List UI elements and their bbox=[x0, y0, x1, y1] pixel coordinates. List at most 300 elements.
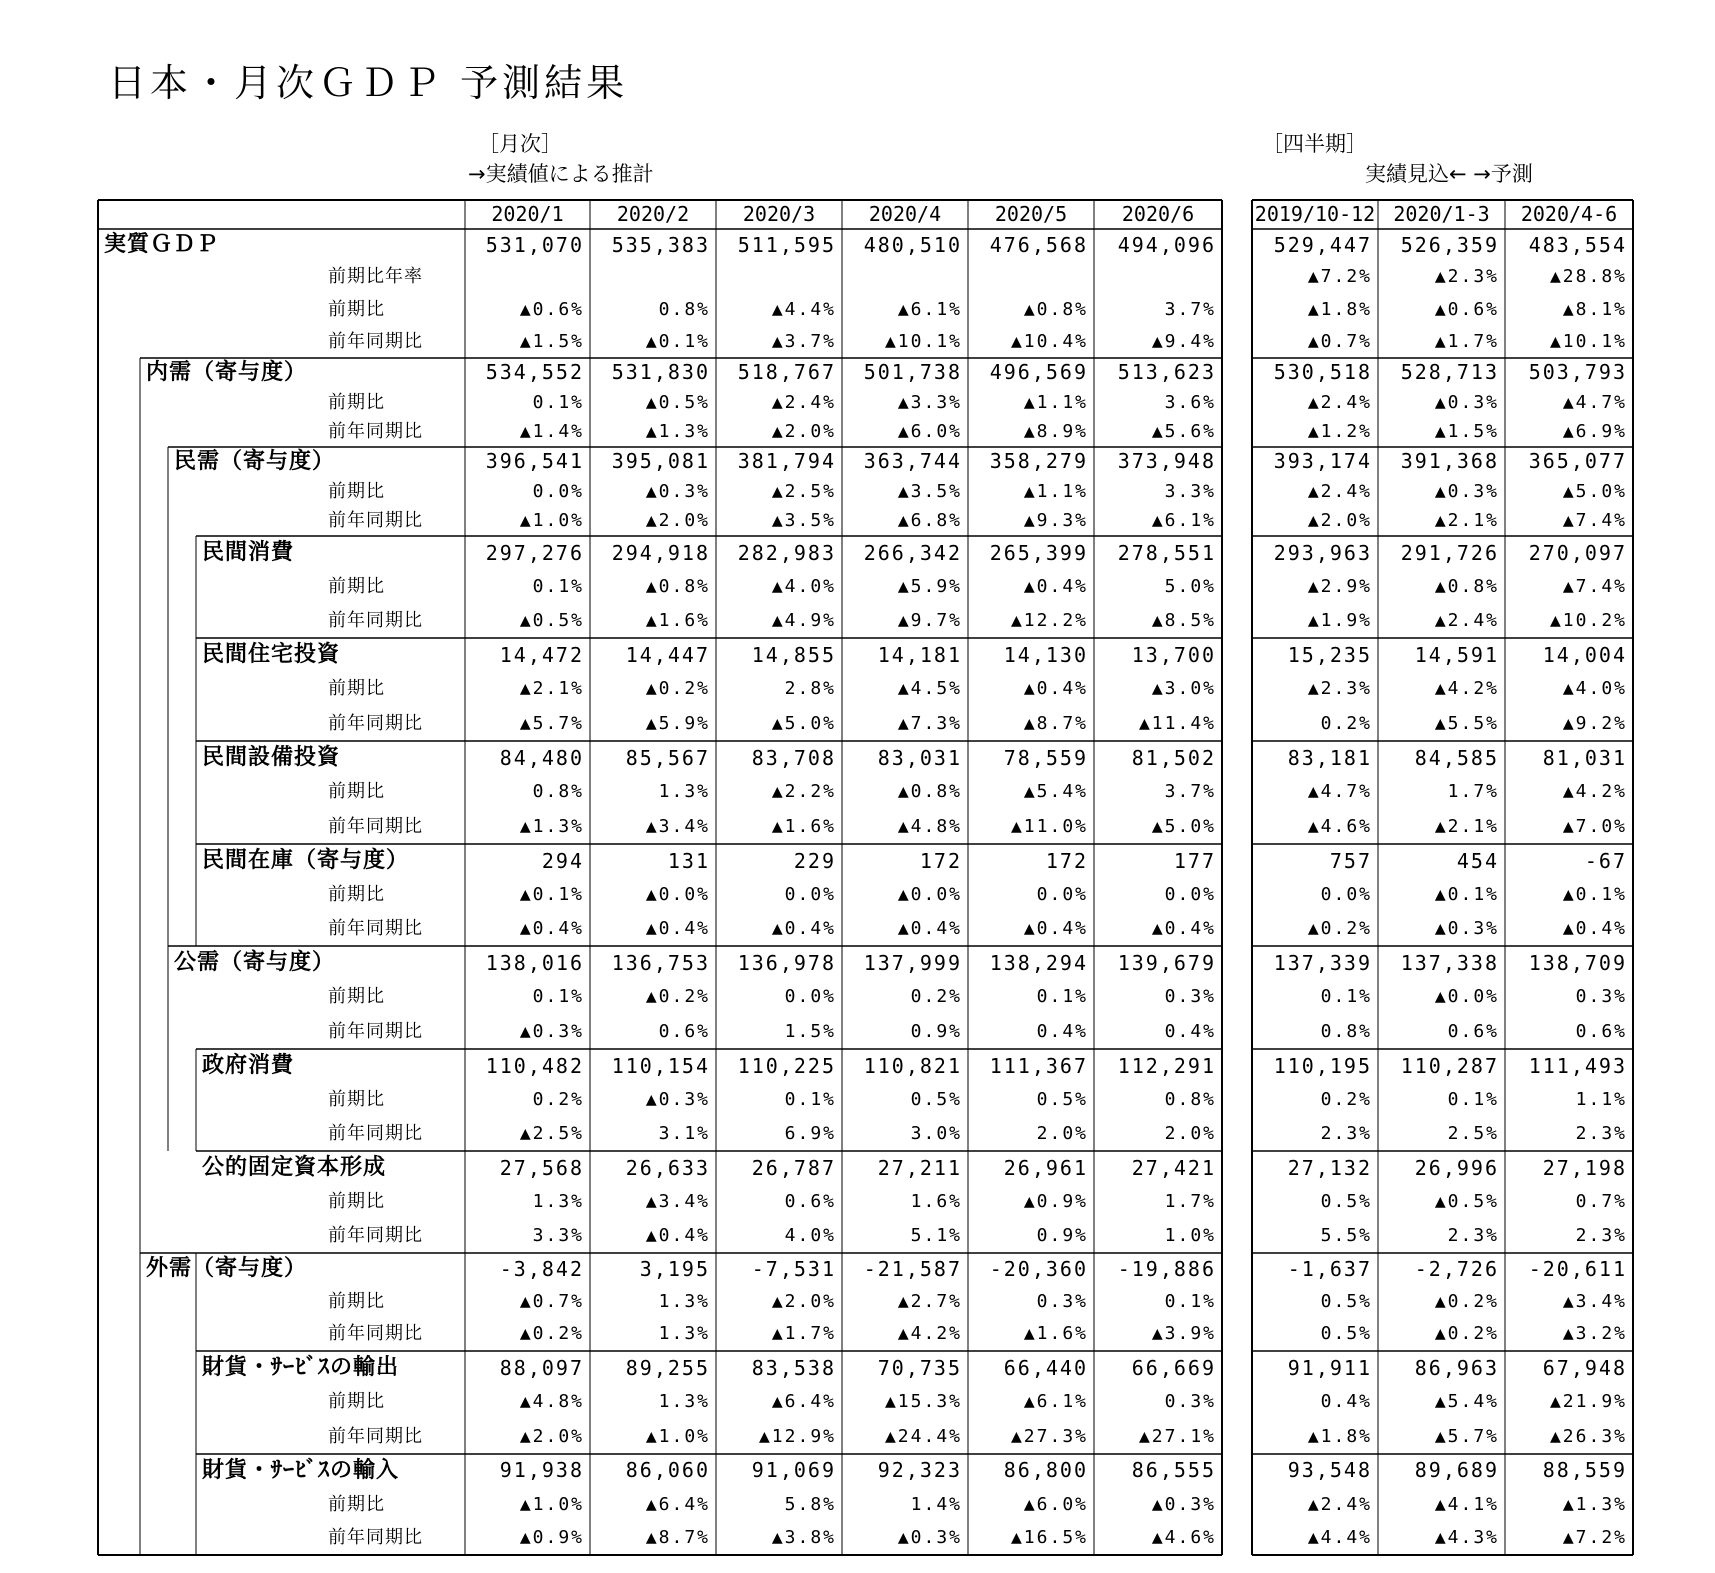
rate-cell: ▲9.4% bbox=[1151, 330, 1216, 352]
row-label: 民間住宅投資 bbox=[202, 642, 341, 667]
rate-cell: ▲16.5% bbox=[1010, 1527, 1088, 1549]
value-cell: 14,004 bbox=[1542, 643, 1627, 667]
value-cell: 518,767 bbox=[737, 360, 836, 384]
rate-cell: ▲2.4% bbox=[771, 391, 836, 413]
rate-cell: ▲0.3% bbox=[1434, 918, 1499, 939]
rate-cell: ▲0.4% bbox=[897, 918, 962, 939]
rate-cell: ▲0.4% bbox=[771, 918, 836, 939]
rate-cell: ▲6.0% bbox=[1023, 1493, 1088, 1515]
rate-cell: 1.3% bbox=[532, 1191, 584, 1212]
rate-cell: ▲1.1% bbox=[1023, 480, 1088, 502]
rate-cell: ▲0.8% bbox=[645, 576, 710, 597]
rate-cell: ▲0.2% bbox=[1434, 1323, 1499, 1345]
row-label: 政府消費 bbox=[202, 1053, 295, 1078]
rate-cell: 0.8% bbox=[1320, 1020, 1372, 1042]
rate-cell: ▲0.3% bbox=[897, 1527, 962, 1549]
rate-cell: ▲6.9% bbox=[1562, 421, 1627, 443]
rate-cell: 3.0% bbox=[910, 1123, 962, 1144]
column-header-2020-3: 2020/3 bbox=[742, 202, 816, 226]
rate-cell: ▲0.4% bbox=[645, 918, 710, 939]
rate-cell: ▲0.7% bbox=[519, 1290, 584, 1312]
column-header-2020-4: 2020/4 bbox=[868, 202, 942, 226]
rate-cell: ▲2.1% bbox=[1434, 815, 1499, 837]
sub-row-label: 前年同期比 bbox=[328, 610, 423, 631]
rate-cell: ▲1.6% bbox=[1023, 1323, 1088, 1345]
value-cell: 480,510 bbox=[863, 233, 962, 257]
rate-cell: ▲27.3% bbox=[1010, 1425, 1088, 1447]
rate-cell: ▲7.4% bbox=[1562, 510, 1627, 532]
rate-cell: ▲1.3% bbox=[519, 815, 584, 837]
rate-cell: ▲1.1% bbox=[1023, 391, 1088, 413]
rate-cell: ▲0.3% bbox=[1151, 1493, 1216, 1515]
sub-row-label: 前年同期比 bbox=[328, 1323, 423, 1345]
value-cell: 172 bbox=[919, 849, 962, 873]
value-cell: 297,276 bbox=[485, 541, 584, 565]
value-cell: 136,978 bbox=[737, 951, 836, 975]
rate-cell: ▲8.9% bbox=[1023, 421, 1088, 443]
rate-cell: ▲5.7% bbox=[1434, 1425, 1499, 1447]
rate-cell: ▲3.4% bbox=[645, 1191, 710, 1212]
sub-row-label: 前期比 bbox=[328, 576, 385, 597]
row-label: 民間消費 bbox=[202, 540, 295, 565]
rate-cell: 1.3% bbox=[658, 781, 710, 803]
row-label: 財貨・ｻｰﾋﾞｽの輸入 bbox=[202, 1458, 400, 1483]
rate-cell: 0.6% bbox=[658, 1020, 710, 1042]
rate-cell: ▲0.0% bbox=[645, 884, 710, 905]
rate-cell: ▲2.0% bbox=[645, 510, 710, 532]
rate-cell: 3.3% bbox=[532, 1225, 584, 1246]
value-cell: 111,367 bbox=[989, 1054, 1088, 1078]
rate-cell: ▲5.0% bbox=[1151, 815, 1216, 837]
rate-cell: ▲6.8% bbox=[897, 510, 962, 532]
value-cell: 13,700 bbox=[1131, 643, 1216, 667]
rate-cell: ▲0.0% bbox=[897, 884, 962, 905]
value-cell: 529,447 bbox=[1273, 233, 1372, 257]
value-cell: 496,569 bbox=[989, 360, 1088, 384]
value-cell: 511,595 bbox=[737, 233, 836, 257]
value-cell: 14,472 bbox=[499, 643, 584, 667]
rate-cell: 1.5% bbox=[784, 1020, 836, 1042]
rate-cell: ▲5.0% bbox=[1562, 480, 1627, 502]
value-cell: 265,399 bbox=[989, 541, 1088, 565]
rate-cell: ▲6.4% bbox=[645, 1493, 710, 1515]
rate-cell: 0.4% bbox=[1320, 1391, 1372, 1413]
rate-cell: 1.7% bbox=[1164, 1191, 1216, 1212]
rate-cell: ▲21.9% bbox=[1549, 1391, 1627, 1413]
value-cell: 530,518 bbox=[1273, 360, 1372, 384]
value-cell: 110,482 bbox=[485, 1054, 584, 1078]
rate-cell: ▲2.0% bbox=[771, 1290, 836, 1312]
sub-row-label: 前期比 bbox=[328, 884, 385, 905]
value-cell: 137,338 bbox=[1400, 951, 1499, 975]
value-cell: 91,911 bbox=[1287, 1356, 1372, 1380]
rate-cell: 1.7% bbox=[1447, 781, 1499, 803]
value-cell: 26,996 bbox=[1414, 1156, 1499, 1180]
rate-cell: 0.8% bbox=[658, 298, 710, 320]
rate-cell: ▲0.4% bbox=[1562, 918, 1627, 939]
rate-cell: ▲0.8% bbox=[897, 781, 962, 803]
value-cell: 139,679 bbox=[1117, 951, 1216, 975]
column-header-2020-6: 2020/6 bbox=[1121, 202, 1195, 226]
rate-cell: 5.5% bbox=[1320, 1225, 1372, 1246]
value-cell: 66,669 bbox=[1131, 1356, 1216, 1380]
rate-cell: 0.1% bbox=[1320, 986, 1372, 1008]
value-cell: 14,855 bbox=[751, 643, 836, 667]
sub-row-label: 前期比 bbox=[328, 298, 385, 320]
monthly-header-note: →実績値による推計 bbox=[468, 162, 654, 186]
value-cell: 363,744 bbox=[863, 449, 962, 473]
value-cell: 86,963 bbox=[1414, 1356, 1499, 1380]
rate-cell: ▲6.0% bbox=[897, 421, 962, 443]
value-cell: 88,559 bbox=[1542, 1458, 1627, 1482]
value-cell: 111,493 bbox=[1528, 1054, 1627, 1078]
quarterly-header-note: 実績見込← →予測 bbox=[1365, 162, 1533, 186]
rate-cell: 0.5% bbox=[1320, 1290, 1372, 1312]
value-cell: 136,753 bbox=[611, 951, 710, 975]
rate-cell: ▲28.8% bbox=[1549, 266, 1627, 288]
sub-row-label: 前期比 bbox=[328, 1089, 385, 1110]
sub-row-label: 前年同期比 bbox=[328, 918, 423, 939]
sub-row-label: 前年同期比 bbox=[328, 1425, 423, 1447]
value-cell: 66,440 bbox=[1003, 1356, 1088, 1380]
rate-cell: ▲2.3% bbox=[1307, 678, 1372, 700]
value-cell: 110,821 bbox=[863, 1054, 962, 1078]
rate-cell: ▲2.1% bbox=[1434, 510, 1499, 532]
value-cell: 26,961 bbox=[1003, 1156, 1088, 1180]
rate-cell: 2.3% bbox=[1320, 1123, 1372, 1144]
rate-cell: 0.1% bbox=[1036, 986, 1088, 1008]
rate-cell: ▲0.1% bbox=[1562, 884, 1627, 905]
sub-row-label: 前年同期比 bbox=[328, 421, 423, 443]
rate-cell: 0.6% bbox=[1447, 1020, 1499, 1042]
rate-cell: ▲7.4% bbox=[1562, 576, 1627, 597]
value-cell: 138,016 bbox=[485, 951, 584, 975]
value-cell: 131 bbox=[667, 849, 710, 873]
value-cell: 454 bbox=[1456, 849, 1499, 873]
rate-cell: 5.1% bbox=[910, 1225, 962, 1246]
rate-cell: ▲5.9% bbox=[897, 576, 962, 597]
rate-cell: ▲7.0% bbox=[1562, 815, 1627, 837]
rate-cell: ▲4.4% bbox=[771, 298, 836, 320]
rate-cell: ▲8.7% bbox=[645, 1527, 710, 1549]
rate-cell: ▲6.1% bbox=[1151, 510, 1216, 532]
rate-cell: 0.5% bbox=[1320, 1191, 1372, 1212]
value-cell: 270,097 bbox=[1528, 541, 1627, 565]
value-cell: 294 bbox=[541, 849, 584, 873]
sub-row-label: 前期比 bbox=[328, 678, 385, 700]
rate-cell: ▲4.6% bbox=[1151, 1527, 1216, 1549]
sub-row-label: 前年同期比 bbox=[328, 510, 423, 532]
rate-cell: 0.0% bbox=[1320, 884, 1372, 905]
rate-cell: 0.1% bbox=[532, 576, 584, 597]
sub-row-label: 前年同期比 bbox=[328, 712, 423, 734]
rate-cell: ▲0.9% bbox=[1023, 1191, 1088, 1212]
rate-cell: ▲0.8% bbox=[1023, 298, 1088, 320]
row-label: 民間在庫（寄与度） bbox=[202, 848, 410, 873]
value-cell: 513,623 bbox=[1117, 360, 1216, 384]
rate-cell: ▲2.5% bbox=[771, 480, 836, 502]
rate-cell: ▲4.8% bbox=[519, 1391, 584, 1413]
rate-cell: ▲3.4% bbox=[1562, 1290, 1627, 1312]
sub-row-label: 前年同期比 bbox=[328, 1527, 423, 1549]
value-cell: 110,154 bbox=[611, 1054, 710, 1078]
rate-cell: ▲1.8% bbox=[1307, 1425, 1372, 1447]
value-cell: 757 bbox=[1329, 849, 1372, 873]
rate-cell: 0.6% bbox=[784, 1191, 836, 1212]
rate-cell: ▲0.3% bbox=[645, 480, 710, 502]
rate-cell bbox=[842, 261, 962, 293]
value-cell: -3,842 bbox=[499, 1257, 584, 1281]
rate-cell: ▲1.0% bbox=[519, 510, 584, 532]
sub-row-label: 前期比 bbox=[328, 480, 385, 502]
rate-cell: ▲2.1% bbox=[519, 678, 584, 700]
value-cell: 373,948 bbox=[1117, 449, 1216, 473]
rate-cell: ▲4.4% bbox=[1307, 1527, 1372, 1549]
value-cell: 291,726 bbox=[1400, 541, 1499, 565]
rate-cell: ▲0.4% bbox=[1023, 576, 1088, 597]
rate-cell bbox=[590, 261, 710, 293]
rate-cell: 1.0% bbox=[1164, 1225, 1216, 1246]
rate-cell: ▲1.5% bbox=[519, 330, 584, 352]
rate-cell: ▲0.3% bbox=[645, 1089, 710, 1110]
sub-row-label: 前年同期比 bbox=[328, 1020, 423, 1042]
value-cell: 88,097 bbox=[499, 1356, 584, 1380]
rate-cell: 0.5% bbox=[910, 1089, 962, 1110]
value-cell: -1,637 bbox=[1287, 1257, 1372, 1281]
rate-cell: ▲6.1% bbox=[1023, 1391, 1088, 1413]
value-cell: 86,800 bbox=[1003, 1458, 1088, 1482]
rate-cell: ▲1.7% bbox=[771, 1323, 836, 1345]
sub-row-label: 前期比年率 bbox=[328, 266, 423, 288]
rate-cell: ▲1.2% bbox=[1307, 421, 1372, 443]
row-label: 実質ＧＤＰ bbox=[104, 232, 220, 257]
rate-cell: 0.0% bbox=[1164, 884, 1216, 905]
value-cell: 293,963 bbox=[1273, 541, 1372, 565]
rate-cell: ▲7.2% bbox=[1562, 1527, 1627, 1549]
rate-cell: ▲8.5% bbox=[1151, 610, 1216, 631]
value-cell: 391,368 bbox=[1400, 449, 1499, 473]
value-cell: 27,211 bbox=[877, 1156, 962, 1180]
sub-row-label: 前期比 bbox=[328, 1191, 385, 1212]
row-label: 内需（寄与度） bbox=[146, 360, 308, 385]
rate-cell: ▲3.9% bbox=[1151, 1323, 1216, 1345]
rate-cell: ▲0.4% bbox=[1023, 678, 1088, 700]
rate-cell: ▲4.2% bbox=[1434, 678, 1499, 700]
value-cell: 110,195 bbox=[1273, 1054, 1372, 1078]
rate-cell: 4.0% bbox=[784, 1225, 836, 1246]
rate-cell: ▲26.3% bbox=[1549, 1425, 1627, 1447]
value-cell: 14,130 bbox=[1003, 643, 1088, 667]
rate-cell: 0.0% bbox=[1036, 884, 1088, 905]
rate-cell: ▲2.0% bbox=[1307, 510, 1372, 532]
value-cell: 110,287 bbox=[1400, 1054, 1499, 1078]
rate-cell: ▲1.3% bbox=[645, 421, 710, 443]
value-cell: 112,291 bbox=[1117, 1054, 1216, 1078]
rate-cell: ▲9.2% bbox=[1562, 712, 1627, 734]
value-cell: 282,983 bbox=[737, 541, 836, 565]
rate-cell: ▲5.7% bbox=[519, 712, 584, 734]
rate-cell: ▲2.0% bbox=[519, 1425, 584, 1447]
value-cell: 501,738 bbox=[863, 360, 962, 384]
rate-cell: ▲5.4% bbox=[1434, 1391, 1499, 1413]
value-cell: 177 bbox=[1173, 849, 1216, 873]
value-cell: 14,447 bbox=[625, 643, 710, 667]
value-cell: -20,360 bbox=[989, 1257, 1088, 1281]
rate-cell: ▲2.5% bbox=[519, 1123, 584, 1144]
rate-cell: 1.1% bbox=[1575, 1089, 1627, 1110]
rate-cell: ▲6.1% bbox=[897, 298, 962, 320]
sub-row-label: 前年同期比 bbox=[328, 330, 423, 352]
rate-cell: ▲9.3% bbox=[1023, 510, 1088, 532]
rate-cell: 2.8% bbox=[784, 678, 836, 700]
row-label: 公需（寄与度） bbox=[174, 950, 336, 975]
column-header-2020-4-6: 2020/4-6 bbox=[1520, 202, 1618, 226]
value-cell: 358,279 bbox=[989, 449, 1088, 473]
rate-cell: ▲8.7% bbox=[1023, 712, 1088, 734]
value-cell: 503,793 bbox=[1528, 360, 1627, 384]
value-cell: 138,709 bbox=[1528, 951, 1627, 975]
rate-cell: ▲10.4% bbox=[1010, 330, 1088, 352]
rate-cell: ▲0.2% bbox=[1307, 918, 1372, 939]
value-cell: 229 bbox=[793, 849, 836, 873]
rate-cell: ▲2.4% bbox=[1307, 391, 1372, 413]
rate-cell: ▲12.2% bbox=[1010, 610, 1088, 631]
rate-cell: ▲0.6% bbox=[1434, 298, 1499, 320]
rate-cell bbox=[716, 261, 836, 293]
rate-cell: ▲0.2% bbox=[645, 986, 710, 1008]
rate-cell: ▲10.2% bbox=[1549, 610, 1627, 631]
rate-cell: ▲3.4% bbox=[645, 815, 710, 837]
value-cell: 81,031 bbox=[1542, 746, 1627, 770]
column-header-2020-5: 2020/5 bbox=[994, 202, 1068, 226]
value-cell: 138,294 bbox=[989, 951, 1088, 975]
rate-cell: ▲1.3% bbox=[1562, 1493, 1627, 1515]
rate-cell bbox=[465, 261, 584, 293]
rate-cell: ▲6.4% bbox=[771, 1391, 836, 1413]
value-cell: 86,060 bbox=[625, 1458, 710, 1482]
value-cell: 393,174 bbox=[1273, 449, 1372, 473]
row-label: 民間設備投資 bbox=[202, 745, 341, 770]
rate-cell: 0.9% bbox=[1036, 1225, 1088, 1246]
rate-cell: ▲9.7% bbox=[897, 610, 962, 631]
rate-cell: 3.7% bbox=[1164, 781, 1216, 803]
rate-cell: 0.3% bbox=[1164, 986, 1216, 1008]
rate-cell: ▲4.9% bbox=[771, 610, 836, 631]
rate-cell: ▲1.0% bbox=[645, 1425, 710, 1447]
rate-cell: 0.3% bbox=[1036, 1290, 1088, 1312]
value-cell: 110,225 bbox=[737, 1054, 836, 1078]
rate-cell: ▲11.0% bbox=[1010, 815, 1088, 837]
rate-cell: ▲3.7% bbox=[771, 330, 836, 352]
rate-cell: ▲5.6% bbox=[1151, 421, 1216, 443]
rate-cell: ▲8.1% bbox=[1562, 298, 1627, 320]
value-cell: 528,713 bbox=[1400, 360, 1499, 384]
rate-cell: 0.4% bbox=[1036, 1020, 1088, 1042]
rate-cell: ▲0.5% bbox=[1434, 1191, 1499, 1212]
rate-cell: 3.1% bbox=[658, 1123, 710, 1144]
rate-cell: 0.3% bbox=[1164, 1391, 1216, 1413]
rate-cell: 2.0% bbox=[1036, 1123, 1088, 1144]
rate-cell: 0.8% bbox=[532, 781, 584, 803]
rate-cell: ▲0.5% bbox=[645, 391, 710, 413]
row-label: 公的固定資本形成 bbox=[202, 1155, 387, 1180]
rate-cell: ▲3.2% bbox=[1562, 1323, 1627, 1345]
value-cell: -19,886 bbox=[1117, 1257, 1216, 1281]
rate-cell: ▲2.0% bbox=[771, 421, 836, 443]
rate-cell: 2.3% bbox=[1447, 1225, 1499, 1246]
rate-cell: ▲4.7% bbox=[1562, 391, 1627, 413]
rate-cell: ▲3.5% bbox=[897, 480, 962, 502]
sub-row-label: 前期比 bbox=[328, 1290, 385, 1312]
rate-cell: ▲2.4% bbox=[1434, 610, 1499, 631]
sub-row-label: 前期比 bbox=[328, 1391, 385, 1413]
rate-cell: ▲5.5% bbox=[1434, 712, 1499, 734]
rate-cell: 0.3% bbox=[1575, 986, 1627, 1008]
rate-cell: 1.3% bbox=[658, 1391, 710, 1413]
rate-cell: ▲7.2% bbox=[1307, 266, 1372, 288]
rate-cell: ▲0.1% bbox=[519, 884, 584, 905]
value-cell: 92,323 bbox=[877, 1458, 962, 1482]
rate-cell: ▲4.1% bbox=[1434, 1493, 1499, 1515]
rate-cell: ▲2.9% bbox=[1307, 576, 1372, 597]
rate-cell: ▲0.3% bbox=[1434, 480, 1499, 502]
rate-cell: ▲2.4% bbox=[1307, 1493, 1372, 1515]
rate-cell: ▲1.5% bbox=[1434, 421, 1499, 443]
rate-cell: ▲0.4% bbox=[519, 918, 584, 939]
rate-cell: ▲4.6% bbox=[1307, 815, 1372, 837]
rate-cell: ▲0.1% bbox=[645, 330, 710, 352]
rate-cell: ▲1.7% bbox=[1434, 330, 1499, 352]
rate-cell: ▲10.1% bbox=[884, 330, 962, 352]
value-cell: 15,235 bbox=[1287, 643, 1372, 667]
value-cell: 294,918 bbox=[611, 541, 710, 565]
rate-cell: ▲5.9% bbox=[645, 712, 710, 734]
rate-cell: ▲5.4% bbox=[1023, 781, 1088, 803]
value-cell: 89,255 bbox=[625, 1356, 710, 1380]
rate-cell: ▲0.4% bbox=[645, 1225, 710, 1246]
rate-cell: ▲4.5% bbox=[897, 678, 962, 700]
rate-cell: ▲11.4% bbox=[1138, 712, 1216, 734]
column-header-2019-10-12: 2019/10-12 bbox=[1254, 202, 1376, 226]
rate-cell: ▲4.7% bbox=[1307, 781, 1372, 803]
rate-cell: ▲1.0% bbox=[519, 1493, 584, 1515]
rate-cell: 1.3% bbox=[658, 1290, 710, 1312]
value-cell: 81,502 bbox=[1131, 746, 1216, 770]
sub-row-label: 前年同期比 bbox=[328, 1225, 423, 1246]
value-cell: 14,591 bbox=[1414, 643, 1499, 667]
rate-cell: ▲0.0% bbox=[1434, 986, 1499, 1008]
rate-cell: 0.0% bbox=[532, 480, 584, 502]
value-cell: 526,359 bbox=[1400, 233, 1499, 257]
value-cell: -20,611 bbox=[1528, 1257, 1627, 1281]
value-cell: -7,531 bbox=[751, 1257, 836, 1281]
rate-cell: 1.3% bbox=[658, 1323, 710, 1345]
row-label: 外需（寄与度） bbox=[146, 1256, 308, 1281]
value-cell: 85,567 bbox=[625, 746, 710, 770]
rate-cell: ▲0.7% bbox=[1307, 330, 1372, 352]
monthly-header-label: ［月次］ bbox=[478, 132, 562, 156]
rate-cell: ▲2.7% bbox=[897, 1290, 962, 1312]
rate-cell: 0.6% bbox=[1575, 1020, 1627, 1042]
value-cell: -67 bbox=[1584, 849, 1627, 873]
rate-cell: 3.6% bbox=[1164, 391, 1216, 413]
rate-cell: 0.0% bbox=[784, 884, 836, 905]
value-cell: 476,568 bbox=[989, 233, 1088, 257]
rate-cell: 0.5% bbox=[1320, 1323, 1372, 1345]
value-cell: 70,735 bbox=[877, 1356, 962, 1380]
rate-cell: 0.1% bbox=[1447, 1089, 1499, 1110]
value-cell: 266,342 bbox=[863, 541, 962, 565]
